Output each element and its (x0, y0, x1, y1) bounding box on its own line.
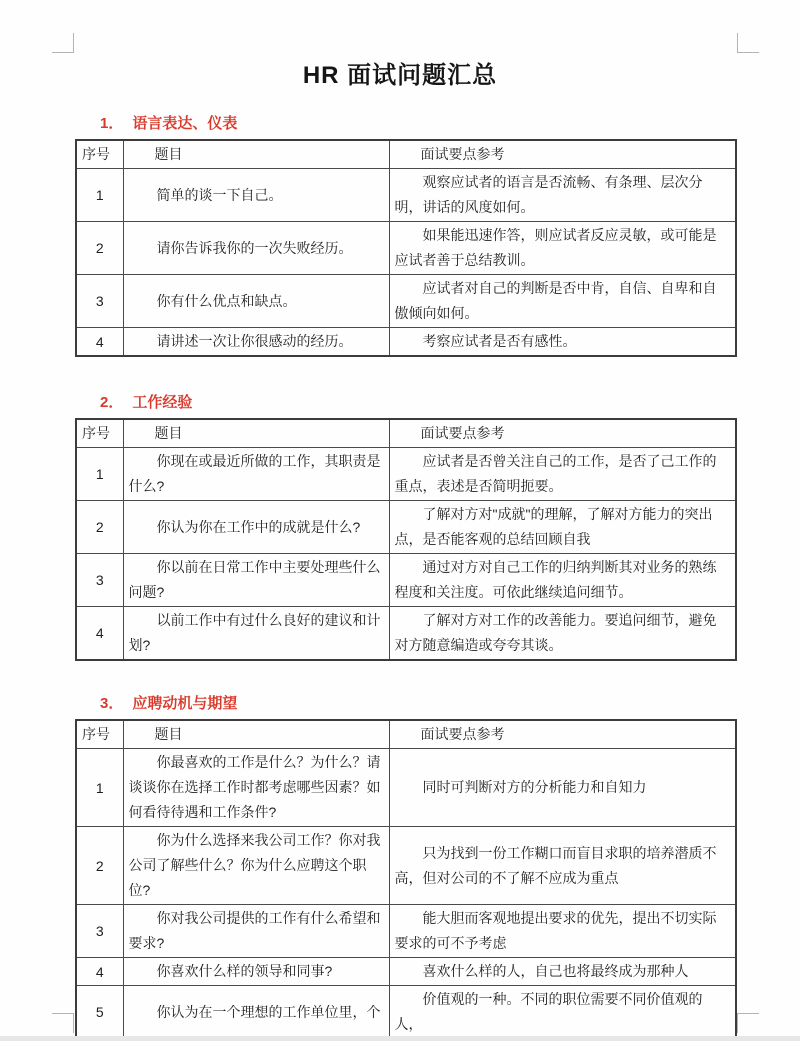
page-title: HR 面试问题汇总 (302, 62, 498, 89)
reference-cell: 喜欢什么样的人，自己也将最终成为那种人 (389, 958, 736, 986)
row-number-cell: 3 (76, 275, 123, 328)
header-cell-number: 序号 (76, 140, 123, 169)
section-heading-3 (100, 695, 800, 713)
table-header-row (76, 419, 736, 448)
reference-cell: 应试者对自己的判断是否中肯，自信、自卑和自傲倾向如何。 (389, 275, 736, 328)
row-number-cell: 4 (76, 958, 123, 986)
question-cell: 你最喜欢的工作是什么？为什么？请谈谈你在选择工作时都考虑哪些因素？如何看待待遇和工作条件? (123, 749, 389, 827)
section-number: 2． (100, 394, 124, 411)
row-number-cell: 3 (76, 905, 123, 958)
header-cell-reference: 面试要点参考 (389, 140, 736, 169)
row-number-cell: 2 (76, 501, 123, 554)
table-row (76, 986, 736, 1040)
section-title: 语言表达、仪表 (132, 115, 238, 132)
reference-cell: 了解对方对工作的改善能力。要追问细节，避免对方随意编造或夸夸其谈。 (389, 607, 736, 661)
header-cell-question: 题目 (123, 720, 389, 749)
row-number-cell: 4 (76, 607, 123, 661)
reference-cell: 了解对方对"成就"的理解，了解对方能力的突出点，是否能客观的总结回顾自我 (389, 501, 736, 554)
question-cell: 你有什么优点和缺点。 (123, 275, 389, 328)
question-cell: 你喜欢什么样的领导和同事? (123, 958, 389, 986)
row-number-cell: 2 (76, 222, 123, 275)
reference-cell: 通过对方对自己工作的归纳判断其对业务的熟练程度和关注度。可依此继续追问细节。 (389, 554, 736, 607)
table-row (76, 905, 736, 958)
question-cell: 以前工作中有过什么良好的建议和计划? (123, 607, 389, 661)
section-heading-2 (100, 394, 800, 412)
table-row (76, 169, 736, 222)
crop-mark-bottom-left-icon (52, 1013, 74, 1033)
section-heading-1 (100, 115, 800, 133)
table-row (76, 448, 736, 501)
table-row (76, 275, 736, 328)
header-cell-question: 题目 (123, 419, 389, 448)
section-number: 3． (100, 695, 124, 712)
row-number-cell: 1 (76, 749, 123, 827)
header-cell-number: 序号 (76, 419, 123, 448)
reference-cell: 只为找到一份工作糊口而盲目求职的培养潜质不高，但对公司的不了解不应成为重点 (389, 827, 736, 905)
question-cell: 你认为你在工作中的成就是什么? (123, 501, 389, 554)
crop-mark-top-left-icon (52, 33, 74, 53)
header-cell-number: 序号 (76, 720, 123, 749)
row-number-cell: 2 (76, 827, 123, 905)
section-number: 1． (100, 115, 124, 132)
section-title: 应聘动机与期望 (132, 695, 238, 712)
questions-table-1 (75, 139, 737, 357)
table-header-row (76, 140, 736, 169)
question-cell: 请你告诉我你的一次失败经历。 (123, 222, 389, 275)
crop-mark-top-right-icon (737, 33, 759, 53)
crop-mark-bottom-right-icon (737, 1013, 759, 1033)
question-cell: 你认为在一个理想的工作单位里，个 (123, 986, 389, 1040)
table-row (76, 827, 736, 905)
row-number-cell: 1 (76, 169, 123, 222)
section-title: 工作经验 (132, 394, 193, 411)
table-header-row (76, 720, 736, 749)
question-cell: 请讲述一次让你很感动的经历。 (123, 328, 389, 357)
reference-cell: 观察应试者的语言是否流畅、有条理、层次分明，讲话的风度如何。 (389, 169, 736, 222)
question-cell: 你对我公司提供的工作有什么希望和要求? (123, 905, 389, 958)
question-cell: 你为什么选择来我公司工作？你对我公司了解些什么？你为什么应聘这个职位? (123, 827, 389, 905)
table-row (76, 958, 736, 986)
questions-table-3 (75, 719, 737, 1040)
row-number-cell: 3 (76, 554, 123, 607)
reference-cell: 如果能迅速作答，则应试者反应灵敏，或可能是应试者善于总结教训。 (389, 222, 736, 275)
header-cell-question: 题目 (123, 140, 389, 169)
table-row (76, 328, 736, 357)
row-number-cell: 1 (76, 448, 123, 501)
row-number-cell: 4 (76, 328, 123, 357)
question-cell: 你以前在日常工作中主要处理些什么问题? (123, 554, 389, 607)
table-row (76, 554, 736, 607)
questions-table-2 (75, 418, 737, 661)
reference-cell: 能大胆而客观地提出要求的优先，提出不切实际要求的可不予考虑 (389, 905, 736, 958)
reference-cell: 同时可判断对方的分析能力和自知力 (389, 749, 736, 827)
page-edge-divider (0, 1036, 800, 1041)
reference-cell: 价值观的一种。不同的职位需要不同价值观的人， (389, 986, 736, 1040)
table-row (76, 222, 736, 275)
table-row (76, 749, 736, 827)
row-number-cell: 5 (76, 986, 123, 1040)
table-row (76, 501, 736, 554)
header-cell-reference: 面试要点参考 (389, 419, 736, 448)
table-row (76, 607, 736, 661)
header-cell-reference: 面试要点参考 (389, 720, 736, 749)
question-cell: 简单的谈一下自己。 (123, 169, 389, 222)
reference-cell: 应试者是否曾关注自己的工作，是否了己工作的重点，表述是否简明扼要。 (389, 448, 736, 501)
reference-cell: 考察应试者是否有感性。 (389, 328, 736, 357)
question-cell: 你现在或最近所做的工作，其职责是什么? (123, 448, 389, 501)
